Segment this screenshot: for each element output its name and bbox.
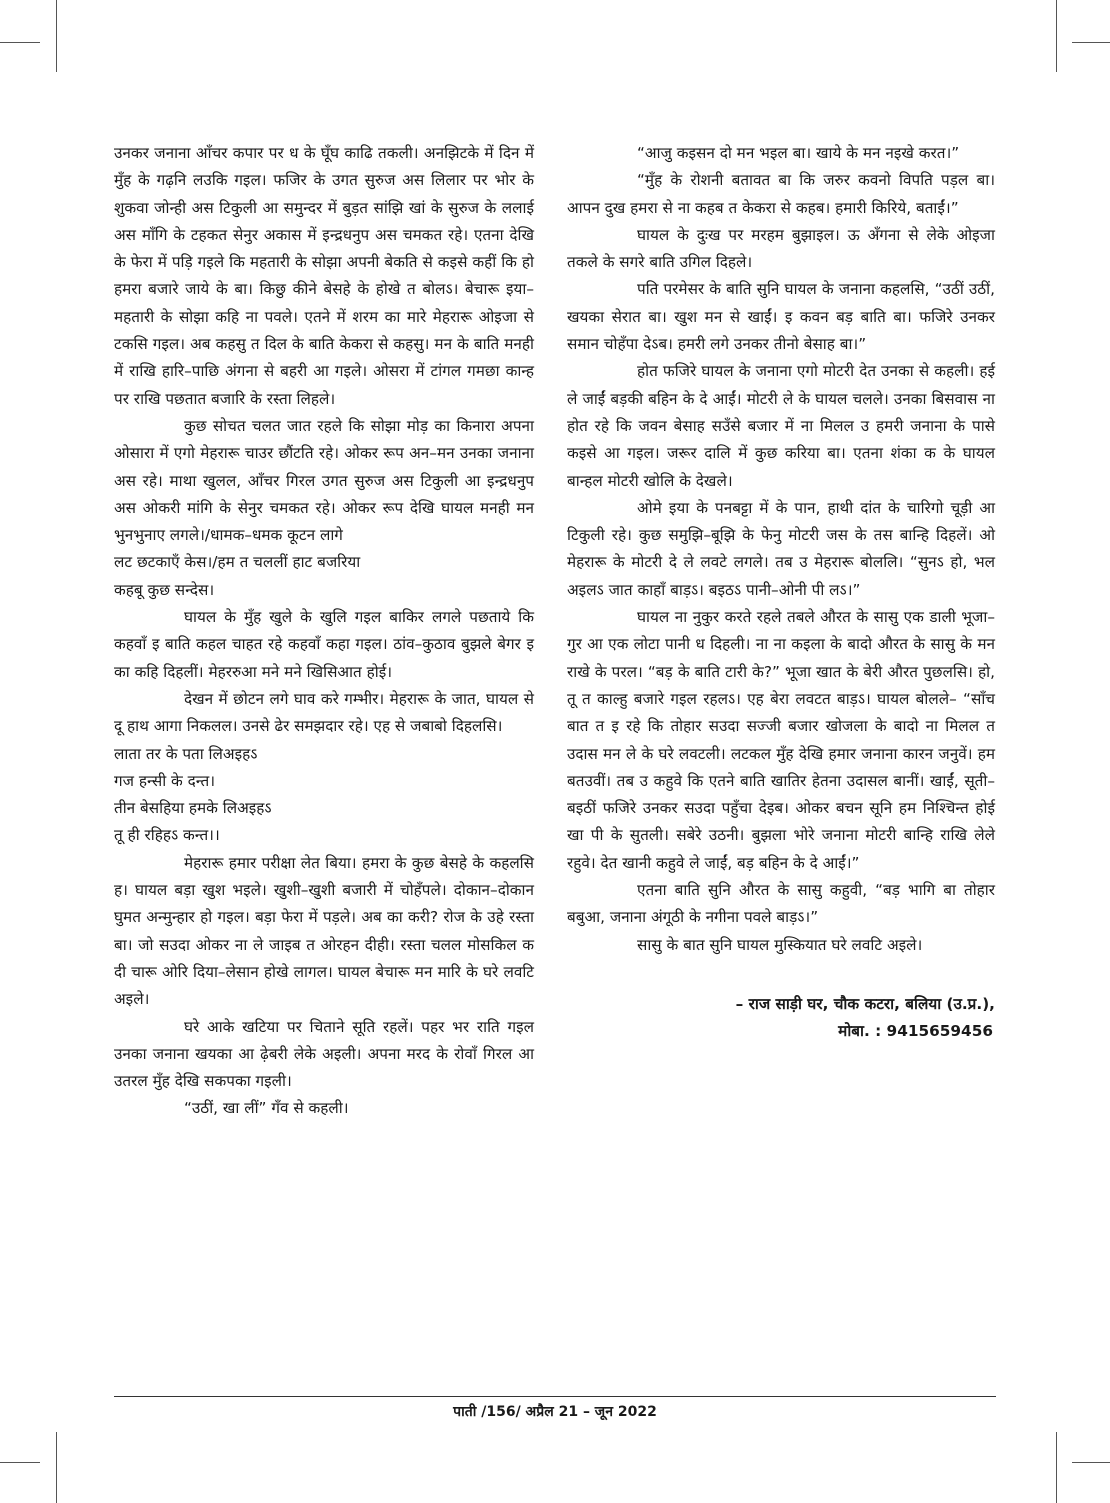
crop-mark xyxy=(56,0,57,72)
footer-rule xyxy=(114,1396,996,1397)
paragraph: देखन में छोटन लगे घाव करे गम्भीर। मेहरारू के जात, घायल से दू हाथ आगा निकलल। उनसे ढेर समझदार रहे। एह से जबाबो दिहलसि। xyxy=(114,689,534,736)
page-footer: पाती /156/ अप्रैल 21 – जून 2022 xyxy=(453,1404,657,1420)
crop-mark xyxy=(1056,1432,1057,1503)
crop-mark xyxy=(1072,1462,1110,1463)
verse-line: तीन बेसहिया हमके लिअइहऽ xyxy=(114,799,272,818)
author-address: – राज साड़ी घर, चौक कटरा, बलिया (उ.प्र.), xyxy=(735,994,995,1013)
paragraph: होत फजिरे घायल के जनाना एगो मोटरी देत उनका से कहली। हई ले जाईं बड़की बहिन के दे आईं। मोटरी ले के घायल चलले। उनका बिसवास ना होत रहे कि जवन बेसाह सउँसे बजार में ना मिलल उ हमरी जनाना के पासे कइसे आ गइल। जरूर दालि में कुछ करिया बा। एतना शंका क के घायल बान्हल मोटरी खोलि के देखले। xyxy=(567,362,995,490)
verse-line: तू ही रहिहऽ कन्त।। xyxy=(114,826,220,845)
paragraph: “आजु कइसन दो मन भइल बा। खाये के मन नइखे करत।” xyxy=(637,144,960,162)
right-column-paragraphs xyxy=(567,140,995,959)
verse-line: कहबू कुछ सन्देस। xyxy=(114,580,215,599)
paragraph: उनकर जनाना आँचर कपार पर ध के घूँघ काढि तकली। अनझिटके में दिन में मुँह के गढ़नि लउकि गइल। फजिर के उगत सुरुज अस लिलार पर भोर के शुकवा जोन्ही अस टिकुली आ समुन्दर में बुड़त सांझि खां के सुरुज के ललाई अस माँगि के टहकत सेनुर अकास में इन्द्रधनुप अस चमकत रहे। एतना देखि के फेरा में पड़ि गइले कि महतारी के सोझा अपनी बेकति से कइसे कहीं कि हो हमरा बजारे जाये के बा। किछु कीने बेसहे के होखे त बोलऽ। बेचारू इया–महतारी के सोझा कहि ना पवले। एतने में शरम का मारे मेहरारू ओइजा से टकसि गइल। अब कहसु त दिल के बाति केकरा से कहसु। मन के बाति मनही में राखि हारि–पाछि अंगना से बहरी आ गइले। ओसरा में टांगल गमछा कान्ह पर राखि पछतात बजारि के रस्ता लिहले। xyxy=(114,144,534,408)
verse-line: लट छटकाएँ केस।/हम त चललीं हाट बजरिया xyxy=(114,553,361,572)
paragraph: घायल के मुँह खुले के खुलि गइल बाकिर लगले पछताये कि कहवाँ इ बाति कहल चाहत रहे कहवाँ कहा गइल। ठांव–कुठाव बुझले बेगर इ का कहि दिहलीं। मेहररुआ मने मने खिसिआत होई। xyxy=(114,608,534,681)
crop-mark xyxy=(56,1432,57,1503)
crop-mark xyxy=(1072,42,1110,43)
paragraph: एतना बाति सुनि औरत के सासु कहुवी, “बड़ भागि बा तोहार बबुआ, जनाना अंगूठी के नगीना पवले बाड़ऽ।” xyxy=(567,881,995,927)
paragraph: ओमे इया के पनबट्टा में के पान, हाथी दांत के चारिगो चूड़ी आ टिकुली रहे। कुछ समुझि–बूझि के फेनु मोटरी जस के तस बान्हि दिहलें। ओ मेहरारू के मोटरी दे ले लवटे लगले। तब उ मेहरारू बोललि। “सुनऽ हो, भल अइलऽ जात काहाँ बाड़ऽ। बइठऽ पानी–ओनी पी लऽ।” xyxy=(567,498,995,599)
paragraph: “उठीं, खा लीं” गँव से कहली। xyxy=(184,1099,349,1118)
paragraph: घायल के दुःख पर मरहम बुझाइल। ऊ अँगना से लेके ओइजा तकले के सगरे बाति उगिल दिहले। xyxy=(567,225,995,272)
crop-mark xyxy=(0,1462,40,1463)
paragraph: “मुँह के रोशनी बतावत बा कि जरुर कवनो विपति पड़ल बा। आपन दुख हमरा से ना कहब त केकरा से कहब। हमारी किरिये, बताईं।” xyxy=(567,171,995,217)
paragraph: घायल ना नुकुर करते रहले तबले औरत के सासु एक डाली भूजा–गुर आ एक लोटा पानी ध दिहली। ना ना कइला के बादो औरत के सासु के मन राखे के परल। “बड़ के बाति टारी के?” भूजा खात के बेरी औरत पुछलसि। हो, तू त काल्हु बजारे गइल रहलऽ। एह बेरा लवटत बाड़ऽ। घायल बोलले– “साँच बात त इ रहे कि तोहार सउदा सज्जी बजार खोजला के बादो ना मिलल त उदास मन ले के घरे लवटली। लटकल मुँह देखि हमार जनाना कारन जनुवें। हम बतउवीं। तब उ कहुवे कि एतने बाति खातिर हेतना उदासल बानीं। खाईं, सूती–बइठीं फजिरे उनकर सउदा पहुँचा देइब। ओकर बचन सूनि हम निश्चिन्त होई खा पी के सुतली। सबेरे उठनी। बुझला भोरे जनाना मोटरी बान्हि राखि लेले रहुवे। देत खानी कहुवे ले जाईं, बड़ बहिन के दे आईं।” xyxy=(567,608,995,872)
right-column xyxy=(567,140,995,1046)
paragraph: पति परमेसर के बाति सुनि घायल के जनाना कहलसि, “उठीं उठीं, खयका सेरात बा। खुश मन से खाईं। इ कवन बड़ बाति बा। फजिरे उनकर समान चोहँपा देऽब। हमरी लगे उनकर तीनो बेसाह बा।” xyxy=(567,280,995,354)
crop-mark xyxy=(1056,0,1057,72)
verse-line: गज हन्सी के दन्त। xyxy=(114,771,215,790)
verse-line: लाता तर के पता लिअइहऽ xyxy=(114,744,258,763)
paragraph: घरे आके खटिया पर चिताने सूति रहलें। पहर भर राति गइल उनका जनाना खयका आ ढ़ेबरी लेके अइली। अपना मरद के रोवाँ गिरल आ उतरल मुँह देखि सकपका गइली। xyxy=(114,1017,534,1091)
crop-mark xyxy=(0,42,40,43)
left-column xyxy=(114,140,534,1123)
paragraph: कुछ सोचत चलत जात रहले कि सोझा मोड़ का किनारा अपना ओसारा में एगो मेहरारू चाउर छौंटति रहे। ओकर रूप अन–मन उनका जनाना अस रहे। माथा खुलल, आँचर गिरल उगत सुरुज अस टिकुली आ इन्द्रधनुप अस ओकरी मांगि के सेनुर चमकत रहे। ओकर रूप देखि घायल मनही मन भुनभुनाए लगले।/धामक–धमक कूटन लागे xyxy=(114,416,534,545)
author-mobile: मोबा. : 9415659456 xyxy=(838,1022,993,1041)
paragraph: सासु के बात सुनि घायल मुस्कियात घरे लवटि अइले। xyxy=(637,935,923,954)
paragraph: मेहरारू हमार परीक्षा लेत बिया। हमरा के कुछ बेसहे के कहलसि ह। घायल बड़ा खुश भइले। खुशी–खुशी बजारी में चोहँपले। दोकान–दोकान घुमत अन्मुन्हार हो गइल। बड़ा फेरा में पड़ले। अब का करी? रोज के उहे रस्ता बा। जो सउदा ओकर ना ले जाइब त ओरहन दीही। रस्ता चलल मोसकिल क दी चारू ओरि दिया–लेसान होखे लागल। घायल बेचारू मन मारि के घरे लवटि अइले। xyxy=(114,853,535,1009)
